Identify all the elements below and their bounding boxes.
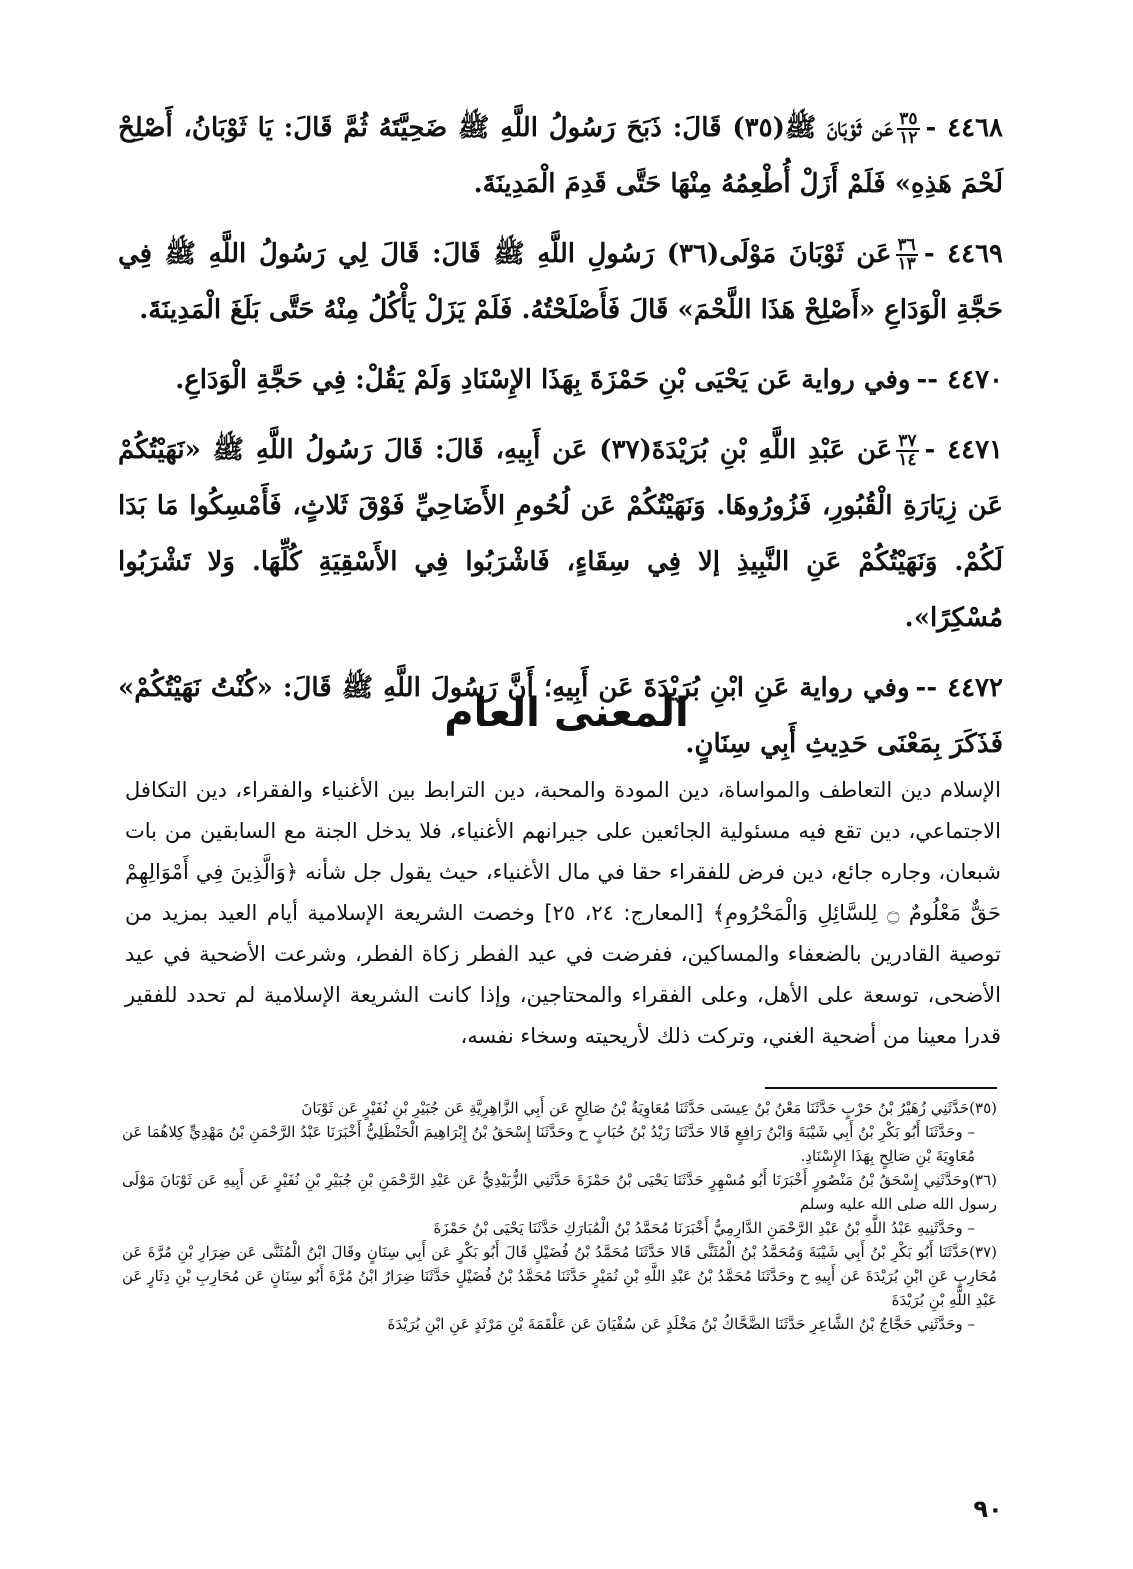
footnote-36-continuation: – وحَدَّثَنِيهِ عَبْدُ اللَّهِ بْنُ عَبْدِ الرَّحْمَنِ الدَّارِمِيُّ أَخْبَرَنَا مُحَمَّدُ بْنُ الْمُبَارَكِ حَدَّثَنَا يَحْيَى بْنُ حَمْزَةَ xyxy=(433,1219,975,1237)
hadith-text: وفي رواية عَن يَحْيَى بْنِ حَمْزَةَ بِهَذَا الإِسْنَادِ وَلَمْ يَقُلْ: فِي حَجَّةِ الْوَدَاعِ. xyxy=(175,365,911,395)
hadith-number: ٤٤٦٨ - xyxy=(925,113,1003,143)
hadith-number: ٤٤٧١ - xyxy=(924,435,1003,465)
hadith-text: عَن عَبْدِ اللَّهِ بْنِ بُرَيْدَةَ(٣٧) عَن أَبِيهِ، قَالَ: قَالَ رَسُولُ اللَّهِ ﷺ «نَهَيْتُكُمْ عَن زِيَارَةِ الْقُبُورِ، فَزُورُوهَا. وَنَهَيْتُكُمْ عَن لُحُومِ الأَضَاحِيِّ فَوْقَ ثَلاثٍ، فَأَمْسِكُوا مَا بَدَا لَكُمْ. وَنَهَيْتُكُمْ عَنِ النَّبِيذِ إلا فِي سِقَاءٍ، فَاشْرَبُوا فِي الأَسْقِيَةِ كُلِّهَا. وَلا تَشْرَبُوا مُسْكِرًا». xyxy=(118,435,1003,633)
hadith-text: عَن ثَوْبَانَ مَوْلَى(٣٦) رَسُولِ اللَّهِ ﷺ قَالَ: قَالَ لِي رَسُولُ اللَّهِ ﷺ فِي حَجَّةِ الْوَدَاعِ «أَصْلِحْ هَذَا اللَّحْمَ» قَالَ فَأَصْلَحْتُهُ. فَلَمْ يَزَلْ يَأْكُلُ مِنْهُ حَتَّى بَلَغَ الْمَدِينَةَ. xyxy=(118,239,1003,325)
footnote-37: (٣٧)حَدَّثَنَا أَبُو بَكْرِ بْنُ أَبِي شَيْبَةَ وَمُحَمَّدُ بْنُ الْمُثَنَّى قَالا حَدَّثَنَا مُحَمَّدُ بْنُ فُضَيْلٍ قَالَ أَبُو بَكْرٍ عَن أَبِي سِنَانٍ وقَالَ ابْنُ الْمُثَنَّى عَن ضِرَارِ بْنِ مُرَّةَ عَن مُحَارِبٍ عَنِ ابْنِ بُرَيْدَةَ عَن أَبِيهِ ح وحَدَّثَنَا مُحَمَّدُ بْنُ عَبْدِ اللَّهِ بْنِ نُمَيْرٍ حَدَّثَنَا مُحَمَّدُ بْنُ فُضَيْلٍ حَدَّثَنَا ضِرَارُ ابْنُ مُرَّةَ أَبُو سِنَانٍ عَن مُحَارِبِ بْنِ دِثَارٍ عَن عَبْدِ اللَّهِ بْنِ بُرَيْدَةَ xyxy=(122,1243,997,1309)
hadith-4468 xyxy=(118,100,1003,212)
hadith-number: ٤٤٧٢ -- xyxy=(915,673,1003,703)
footnote-divider xyxy=(765,1087,997,1089)
hadith-number: ٤٤٦٩ - xyxy=(923,239,1004,269)
footnotes xyxy=(122,1096,997,1336)
hadith-index-fraction: $\frac{٣٧}{١٤}$ xyxy=(898,431,917,470)
footnote-36: (٣٦)وحَدَّثَنِي إِسْحَقُ بْنُ مَنْصُورٍ أَخْبَرَنَا أَبُو مُسْهِرٍ حَدَّثَنَا يَحْيَى بْنُ حَمْزَةَ حَدَّثَنِي الزُّبَيْدِيُّ عَن عَبْدِ الرَّحْمَنِ بْنِ جُبَيْرِ بْنِ نُفَيْرٍ عَن أَبِيهِ عَن ثَوْبَانَ مَوْلَى رسول الله صلى الله عليه وسلم xyxy=(122,1171,997,1213)
footnote-35: (٣٥)حَدَّثَنِي زُهَيْرُ بْنُ حَرْبٍ حَدَّثَنَا مَعْنُ بْنُ عِيسَى حَدَّثَنَا مُعَاوِيَةُ بْنُ صَالِحٍ عَن أَبِي الزَّاهِرِيَّةِ عَن جُبَيْرِ بْنِ نُفَيْرٍ عَن ثَوْبَانَ xyxy=(301,1099,997,1117)
hadith-text: عَن ثَوْبَانَ ﷺ(٣٥) قَالَ: ذَبَحَ رَسُولُ اللَّهِ ﷺ ضَحِيَّتَهُ ثُمَّ قَالَ: يَا ثَوْبَانُ، أَصْلِحْ لَحْمَ هَذِهِ» فَلَمْ أَزَلْ أُطْعِمُهُ مِنْهَا حَتَّى قَدِمَ الْمَدِينَةَ. xyxy=(118,113,1003,199)
hadith-number: ٤٤٧٠ -- xyxy=(916,365,1003,395)
hadith-index-fraction: $\frac{٣٥}{١٢}$ xyxy=(899,109,918,148)
hadith-4470 xyxy=(118,352,1003,408)
hadith-text: وفي رواية عَنِ ابْنِ بُرَيْدَةَ عَن أَبِيهِ؛ أَنَّ رَسُولَ اللَّهِ ﷺ قَالَ: «كُنْتُ نَهَيْتُكُمْ» فَذَكَرَ بِمَعْنَى حَدِيثِ أَبِي سِنَانٍ. xyxy=(118,673,1003,759)
footnote-35-continuation: – وحَدَّثَنَا أَبُو بَكْرِ بْنُ أَبِي شَيْبَةَ وَابْنُ رَافِعٍ قَالا حَدَّثَنَا زَيْدُ بْنُ حُبَابٍ ح وحَدَّثَنَا إِسْحَقُ بْنُ إِبْرَاهِيمَ الْحَنْظَلِيُّ أَخْبَرَنَا عَبْدُ الرَّحْمَنِ بْنُ مَهْدِيٍّ كِلاهُمَا عَن مُعَاوِيَةَ بْنِ صَالِحٍ بِهَذَا الإِسْنَادِ. xyxy=(122,1123,975,1165)
section-title: المعنى العام xyxy=(444,690,689,736)
general-meaning-paragraph: الإسلام دين التعاطف والمواساة، دين المودة والمحبة، دين الترابط بين الأغنياء والفقراء، دين التكافل الاجتماعي، دين تقع فيه مسئولية الجائعين على جيرانهم الأغنياء، فلا يدخل الجنة مع السابقين من بات شبعان، وجاره جائع، دين فرض للفقراء حقا في مال الأغنياء، حيث يقول جل شأنه ﴿وَالَّذِينَ فِي أَمْوَالِهِمْ حَقٌّ مَعْلُومٌ ۝ لِلسَّائِلِ وَالْمَحْرُومِ﴾ [المعارج: ٢٤، ٢٥] وخصت الشريعة الإسلامية أيام العيد بمزيد من توصية القادرين بالضعفاء والمساكين، ففرضت في عيد الفطر زكاة الفطر، وشرعت الأضحية في عيد الأضحى، توسعة على الأهل، وعلى الفقراء والمحتاجين، وإذا كانت الشريعة الإسلامية لم تحدد للفقير قدرا معينا من أضحية الغني، وتركت ذلك لأريحيته وسخاء نفسه، xyxy=(125,778,1002,1048)
hadith-index-fraction: $\frac{٣٦}{١٣}$ xyxy=(897,235,916,274)
hadith-4471 xyxy=(118,422,1003,646)
page-number: ٩٠ xyxy=(973,1495,1003,1523)
hadith-list xyxy=(118,100,1003,786)
footnote-37-continuation: – وحَدَّثَنِي حَجَّاجُ بْنُ الشَّاعِرِ حَدَّثَنَا الضَّحَّاكُ بْنُ مَخْلَدٍ عَن سُفْيَانَ عَن عَلْقَمَةَ بْنِ مَرْثَدٍ عَنِ ابْنِ بُرَيْدَةَ xyxy=(387,1315,975,1333)
hadith-4469 xyxy=(118,226,1003,338)
